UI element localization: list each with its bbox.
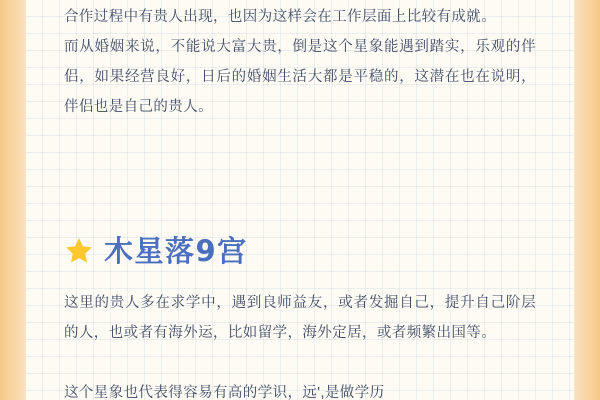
paragraph-top-second: 而从婚姻来说，不能说大富大贵，倒是这个星象能遇到踏实，乐观的伴侣，如果经营良好，日后的婚姻生活大都是平稳的，这潜在也在说明，伴侣也是自己的贵人。 (64, 39, 536, 115)
clipped-paragraph-block (64, 378, 536, 400)
paragraph-top: 合作过程中有贵人出现，也因为这样会在工作层面上比较有成就。 (64, 9, 497, 25)
grid-paper-sheet (26, 0, 574, 400)
top-paragraph-block (64, 2, 536, 122)
section-heading: 木星落9宫 (104, 233, 248, 268)
decorative-left-band (0, 0, 26, 400)
section-heading-row (64, 233, 536, 268)
paragraph-mid: 这里的贵人多在求学中，遇到良师益友，或者发掘自己，提升自己阶层的人，也或者有海外运，比如留学，海外定居，或者频繁出国等。 (64, 295, 536, 341)
star-icon (64, 236, 94, 266)
decorative-right-band (574, 0, 600, 400)
article-content (64, 0, 536, 400)
mid-paragraph-block (64, 288, 536, 348)
paragraph-clipped: 这个星象也代表得容易有高的学识，远',是做学历 (64, 385, 385, 400)
